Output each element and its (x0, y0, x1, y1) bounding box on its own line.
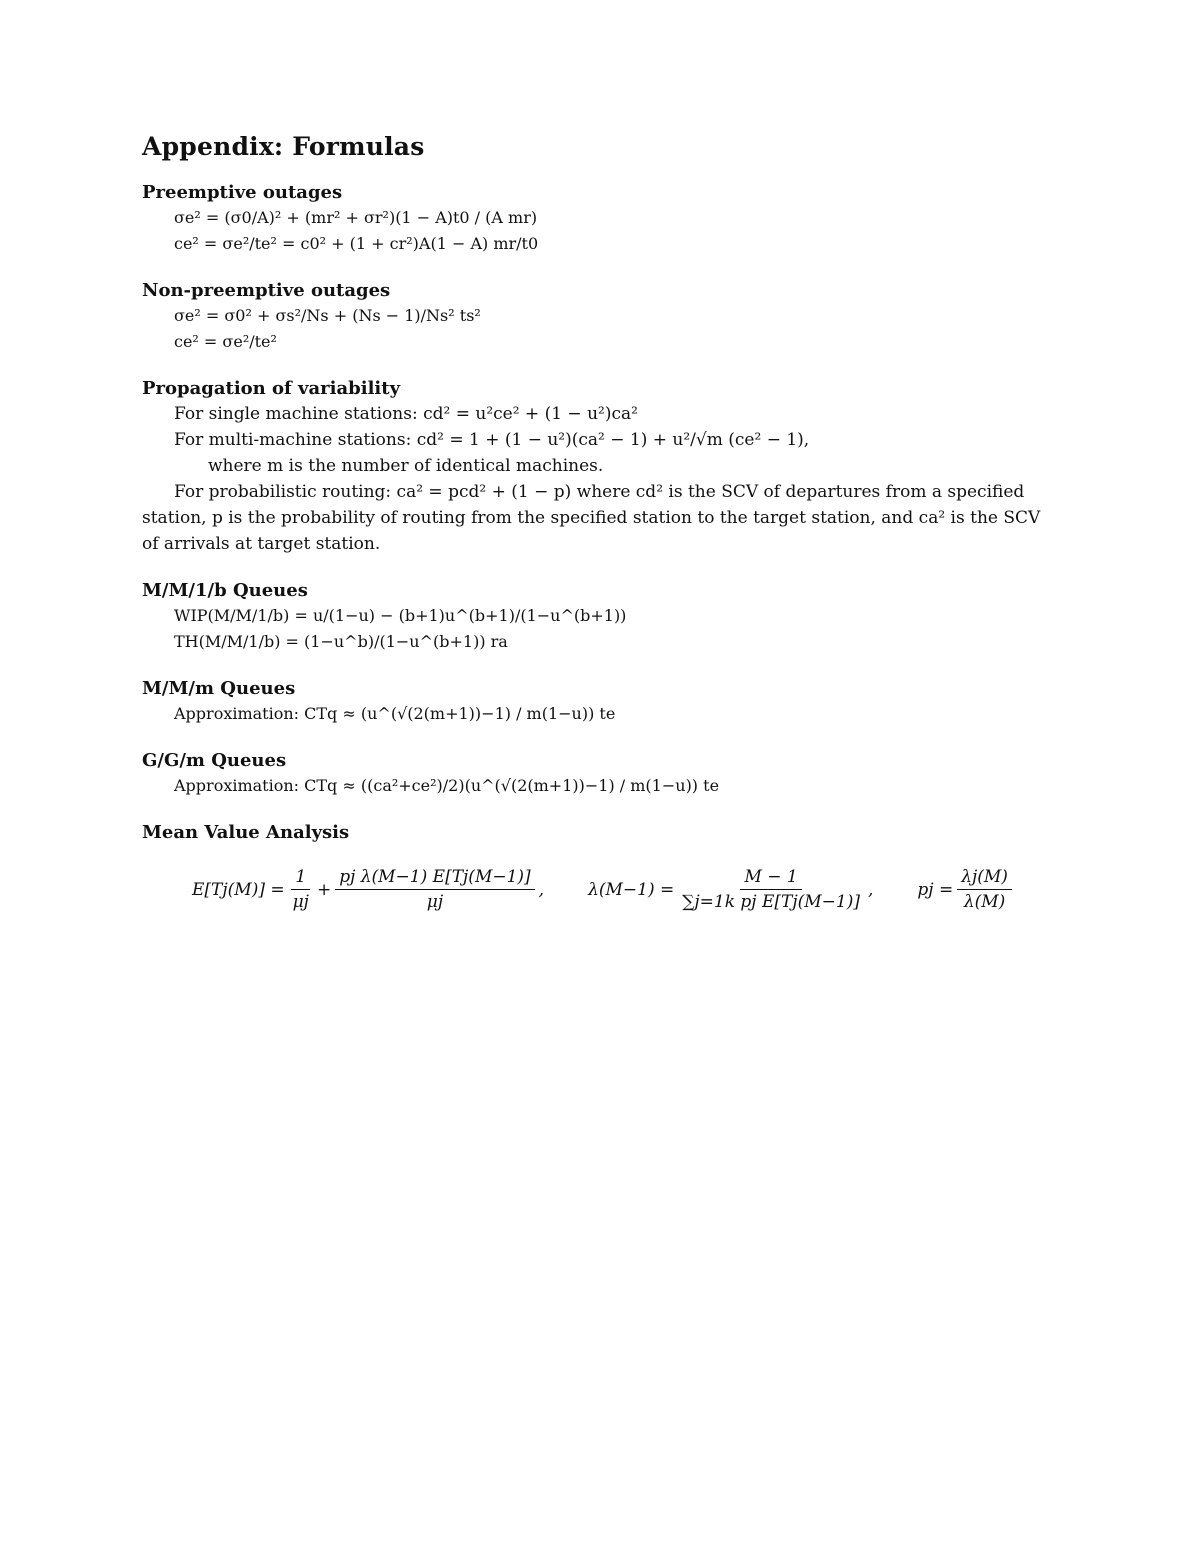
routing-paragraph: For probabilistic routing: ca² = pcd² + (1 − p) where cd² is the SCV of departures from a specified station, p is the probability of routing from the specified station to the target station, and ca² is the SCV of arrivals at target station. (142, 482, 1041, 554)
numerator: pj λ(M−1) E[Tj(M−1)] (335, 867, 534, 890)
section-mm1b (142, 579, 1062, 655)
denominator: ∑j=1k pj E[Tj(M−1)] (682, 892, 860, 912)
formula-line: σe² = (σ0/A)² + (mr² + σr²)(1 − A)t0 / (A mr) (174, 208, 538, 227)
formula-line: TH(M/M/1/b) = (1−u^b)/(1−u^(b+1)) ra (174, 632, 508, 651)
numerator: 1 (291, 867, 310, 890)
section-heading: G/G/m Queues (142, 750, 287, 771)
denominator: λ(M) (963, 892, 1006, 912)
formula-line: Approximation: CTq ≈ (u^(√(2(m+1))−1) / m(1−u)) te (174, 704, 616, 723)
fraction (335, 867, 534, 912)
numerator: λj(M) (957, 867, 1012, 890)
section-heading: M/M/1/b Queues (142, 580, 308, 601)
comma: , (538, 879, 545, 900)
section-mmm (142, 677, 1062, 727)
multi-machine-note: where m is the number of identical machines. (208, 456, 604, 476)
section-propagation (142, 377, 1062, 557)
mva-formulas (192, 867, 1062, 912)
single-machine-formula: For single machine stations: cd² = u²ce² + (1 − u²)ca² (174, 404, 638, 424)
appendix-page (142, 132, 1062, 912)
formula-line: ce² = σe²/te² (174, 332, 277, 351)
denominator: μj (426, 892, 444, 912)
multi-machine-formula: For multi-machine stations: cd² = 1 + (1 − u²)(ca² − 1) + u²/√m (ce² − 1), (174, 430, 810, 450)
formula-line: σe² = σ0² + σs²/Ns + (Ns − 1)/Ns² ts² (174, 306, 481, 325)
formula-lhs: λ(M−1) = (588, 879, 675, 900)
fraction (289, 867, 313, 912)
formula-lhs: pj = (917, 879, 954, 900)
section-nonpreemptive (142, 279, 1062, 355)
mva-formula-probability (917, 867, 1016, 912)
section-mva (142, 821, 1062, 912)
mva-formula-response-time (192, 867, 544, 912)
section-heading: Preemptive outages (142, 182, 343, 203)
section-heading: Propagation of variability (142, 378, 401, 399)
section-ggm (142, 749, 1062, 799)
mva-formula-throughput (588, 867, 873, 912)
formula-lhs: E[Tj(M)] = (192, 879, 285, 900)
section-heading: Mean Value Analysis (142, 822, 350, 843)
formula-line: Approximation: CTq ≈ ((ca²+ce²)/2)(u^(√(2(m+1))−1) / m(1−u)) te (174, 776, 720, 795)
numerator: M − 1 (740, 867, 801, 890)
section-heading: Non-preemptive outages (142, 280, 391, 301)
fraction (957, 867, 1012, 912)
fraction (678, 867, 864, 912)
formula-line: ce² = σe²/te² = c0² + (1 + cr²)A(1 − A) mr/t0 (174, 234, 539, 253)
formula-line: WIP(M/M/1/b) = u/(1−u) − (b+1)u^(b+1)/(1−u^(b+1)) (174, 606, 627, 625)
section-heading: M/M/m Queues (142, 678, 296, 699)
plus-sign: + (316, 879, 332, 900)
comma: , (867, 879, 874, 900)
page-title: Appendix: Formulas (142, 132, 425, 161)
denominator: μj (292, 892, 309, 912)
section-preemptive (142, 181, 1062, 257)
